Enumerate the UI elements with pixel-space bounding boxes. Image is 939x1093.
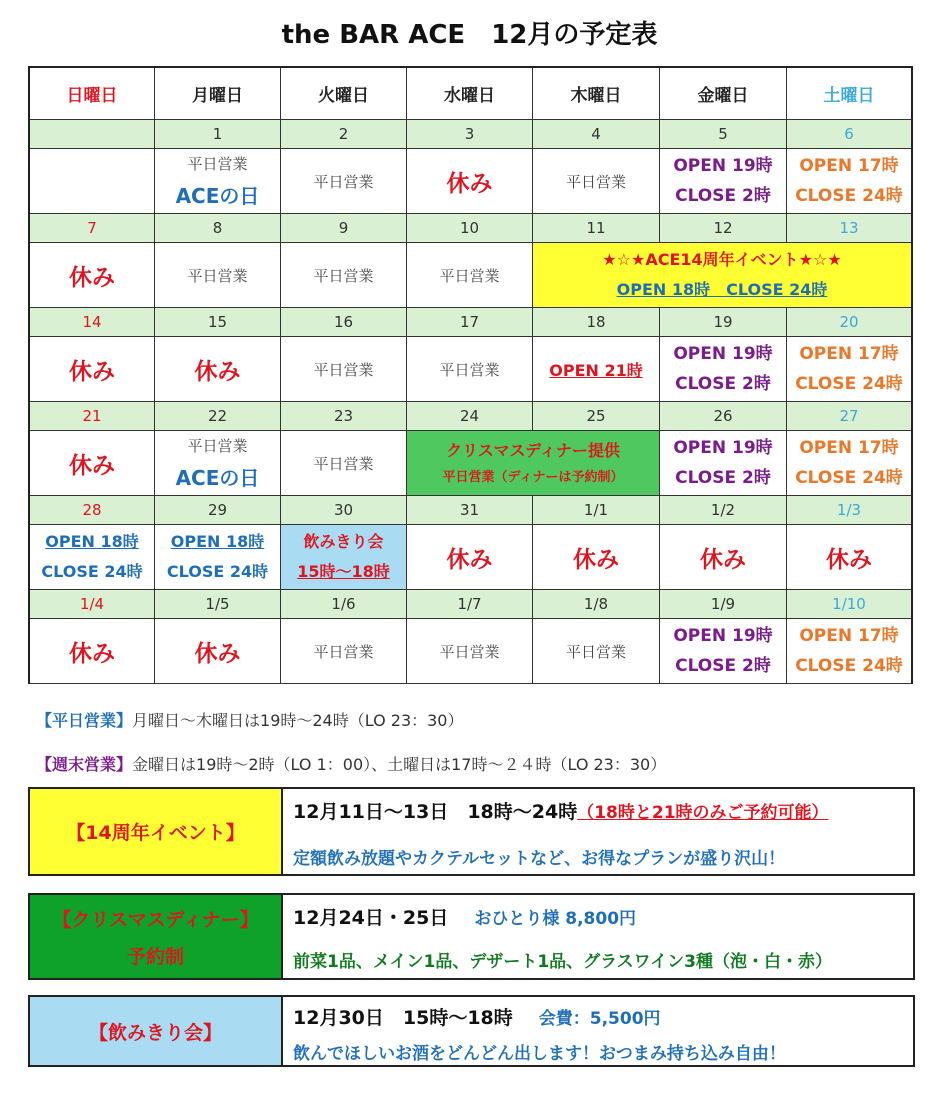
weekday-header: 月曜日 — [155, 68, 281, 120]
date-number: 24 — [407, 402, 533, 431]
date-number: 23 — [281, 402, 407, 431]
weekday-hours-note — [36, 708, 463, 731]
weekday-header: 火曜日 — [281, 68, 407, 120]
closed-day-label: 休み — [446, 546, 493, 573]
date-number: 1/2 — [660, 496, 787, 525]
open-time: OPEN 19時 — [673, 156, 773, 176]
day-cell — [30, 337, 155, 402]
day-cell — [30, 149, 155, 214]
open-time: OPEN 17時 — [799, 344, 899, 364]
date-number: 1 — [155, 120, 281, 149]
christmas-info-box — [28, 893, 915, 980]
anniversary-reservation-note: （18時と21時のみご予約可能） — [577, 803, 829, 823]
close-time: CLOSE 2時 — [675, 468, 771, 488]
date-number: 13 — [787, 214, 911, 243]
date-number: 12 — [660, 214, 787, 243]
christmas-dinner-note: 平日営業（ディナーは予約制） — [442, 470, 624, 485]
closed-day-label: 休み — [194, 640, 241, 667]
party-day-label: 飲みきり会 — [303, 532, 384, 551]
day-cell — [281, 149, 407, 214]
day-cell — [407, 619, 533, 684]
party-label: 【飲みきり会】 — [30, 997, 283, 1065]
date-number: 8 — [155, 214, 281, 243]
weekday-hours-label: 平日営業 — [313, 642, 374, 661]
open-time: OPEN 18時 — [45, 532, 139, 551]
ace-day-label: ACEの日 — [175, 466, 260, 490]
christmas-price: おひとり様 8,800円 — [474, 909, 637, 929]
day-cell — [281, 525, 407, 590]
date-number: 26 — [660, 402, 787, 431]
day-cell — [281, 619, 407, 684]
weekday-hours-label: 平日営業 — [439, 642, 500, 661]
closed-day-label: 休み — [826, 546, 872, 573]
date-number: 29 — [155, 496, 281, 525]
ace-day-label: ACEの日 — [175, 184, 260, 208]
day-cell — [533, 149, 660, 214]
day-cell — [660, 525, 787, 590]
day-cell — [533, 619, 660, 684]
day-cell — [155, 149, 281, 214]
date-number: 3 — [407, 120, 533, 149]
weekday-hours-label: 平日営業 — [565, 642, 626, 661]
close-time: CLOSE 24時 — [41, 562, 143, 581]
date-number: 1/9 — [660, 590, 787, 619]
date-number: 4 — [533, 120, 660, 149]
weekday-hours-label: 平日営業 — [187, 266, 248, 285]
date-number: 27 — [787, 402, 911, 431]
closed-day-label: 休み — [700, 546, 746, 573]
christmas-label — [30, 895, 283, 978]
date-number: 1/8 — [533, 590, 660, 619]
day-cell — [533, 525, 660, 590]
open-time: OPEN 17時 — [799, 438, 899, 458]
weekday-header: 土曜日 — [787, 68, 911, 120]
day-cell — [155, 431, 281, 496]
christmas-date: 12月24日・25日 — [293, 907, 449, 929]
weekday-header: 水曜日 — [407, 68, 533, 120]
date-number: 30 — [281, 496, 407, 525]
weekday-hours-label: 平日営業 — [439, 266, 500, 285]
date-number: 15 — [155, 308, 281, 337]
date-number: 18 — [533, 308, 660, 337]
date-number: 1/10 — [787, 590, 911, 619]
date-number: 11 — [533, 214, 660, 243]
weekday-header: 木曜日 — [533, 68, 660, 120]
date-number: 25 — [533, 402, 660, 431]
close-time: CLOSE 24時 — [795, 656, 903, 676]
close-time: CLOSE 24時 — [795, 186, 903, 206]
event-hours: OPEN 18時 CLOSE 24時 — [616, 280, 828, 299]
day-cell — [787, 431, 911, 496]
open-time: OPEN 17時 — [799, 156, 899, 176]
day-cell — [30, 619, 155, 684]
day-cell — [407, 525, 533, 590]
weekday-hours-label: 平日営業 — [313, 454, 374, 473]
party-date-line — [293, 1003, 661, 1030]
closed-day-label: 休み — [446, 170, 493, 197]
weekday-hours-label: 平日営業 — [187, 155, 248, 173]
day-cell — [787, 525, 911, 590]
christmas-dinner-banner — [407, 431, 660, 496]
date-number: 16 — [281, 308, 407, 337]
weekday-hours-label: 【平日営業】 — [36, 711, 133, 730]
day-cell — [660, 431, 787, 496]
christmas-dinner-title: クリスマスディナー提供 — [446, 441, 620, 460]
party-day-hours: 15時～18時 — [297, 562, 390, 581]
date-number: 1/5 — [155, 590, 281, 619]
weekday-header: 日曜日 — [30, 68, 155, 120]
day-cell — [155, 243, 281, 308]
special-open-time: OPEN 21時 — [549, 360, 643, 380]
date-number: 1/6 — [281, 590, 407, 619]
weekend-hours-note — [36, 752, 666, 775]
close-time: CLOSE 2時 — [675, 656, 771, 676]
date-number: 10 — [407, 214, 533, 243]
party-info-box — [28, 995, 915, 1067]
anniversary-description: 定額飲み放題やカクテルセットなど、お得なプランが盛り沢山！ — [293, 849, 786, 869]
day-cell — [30, 525, 155, 590]
date-number: 5 — [660, 120, 787, 149]
weekday-hours-label: 平日営業 — [439, 360, 500, 379]
day-cell — [281, 431, 407, 496]
day-cell — [281, 243, 407, 308]
day-cell — [155, 337, 281, 402]
date-number: 21 — [30, 402, 155, 431]
day-cell — [30, 243, 155, 308]
date-number: 22 — [155, 402, 281, 431]
weekday-hours-label: 平日営業 — [187, 437, 248, 455]
date-number: 1/4 — [30, 590, 155, 619]
date-number: 20 — [787, 308, 911, 337]
closed-day-label: 休み — [194, 358, 241, 385]
closed-day-label: 休み — [69, 452, 115, 479]
weekday-header: 金曜日 — [660, 68, 787, 120]
day-cell — [30, 431, 155, 496]
day-cell — [660, 149, 787, 214]
party-fee: 会費：5,500円 — [538, 1009, 661, 1029]
day-cell — [787, 337, 911, 402]
day-cell — [660, 337, 787, 402]
day-cell — [787, 619, 911, 684]
closed-day-label: 休み — [69, 640, 115, 667]
day-cell — [155, 525, 281, 590]
date-number: 6 — [787, 120, 911, 149]
closed-day-label: 休み — [573, 546, 619, 573]
date-number: 7 — [30, 214, 155, 243]
date-number: 14 — [30, 308, 155, 337]
day-cell — [407, 337, 533, 402]
closed-day-label: 休み — [69, 264, 115, 291]
day-cell — [660, 619, 787, 684]
close-time: CLOSE 2時 — [675, 374, 771, 394]
closed-day-label: 休み — [69, 358, 115, 385]
close-time: CLOSE 24時 — [166, 562, 269, 581]
day-cell — [407, 243, 533, 308]
page-title: the BAR ACE 12月の予定表 — [281, 20, 658, 50]
date-number: 17 — [407, 308, 533, 337]
party-description: 飲んでほしいお酒をどんどん出します！おつまみ持ち込み自由！ — [293, 1044, 786, 1064]
date-number: 9 — [281, 214, 407, 243]
date-number: 1/1 — [533, 496, 660, 525]
party-date: 12月30日 15時～18時 — [293, 1007, 513, 1029]
weekday-hours-label: 平日営業 — [313, 360, 374, 379]
open-time: OPEN 19時 — [673, 344, 773, 364]
christmas-date-line — [293, 903, 636, 930]
christmas-menu: 前菜1品、メイン1品、デザート1品、グラスワイン3種（泡・白・赤） — [293, 952, 832, 972]
anniversary-info-box — [28, 787, 915, 876]
anniversary-label: 【14周年イベント】 — [30, 789, 283, 874]
anniversary-event-banner — [533, 243, 911, 308]
date-number: 2 — [281, 120, 407, 149]
anniversary-date-line — [293, 797, 829, 824]
day-cell — [281, 337, 407, 402]
weekday-hours-text: 月曜日～木曜日は19時～24時（LO 23：30） — [132, 711, 464, 730]
date-number: 1/7 — [407, 590, 533, 619]
close-time: CLOSE 24時 — [795, 468, 903, 488]
christmas-label-title: 【クリスマスディナー】 — [52, 908, 259, 931]
open-time: OPEN 19時 — [673, 438, 773, 458]
christmas-label-reservation: 予約制 — [126, 945, 184, 968]
weekday-hours-label: 平日営業 — [565, 172, 626, 191]
date-number: 31 — [407, 496, 533, 525]
date-number: 28 — [30, 496, 155, 525]
close-time: CLOSE 2時 — [675, 186, 771, 206]
open-time: OPEN 19時 — [673, 626, 773, 646]
day-cell — [155, 619, 281, 684]
open-time: OPEN 17時 — [799, 626, 899, 646]
calendar — [28, 66, 913, 684]
weekend-hours-text: 金曜日は19時～2時（LO 1：00）、土曜日は17時～２４時（LO 23：30） — [132, 755, 667, 774]
day-cell — [533, 337, 660, 402]
anniversary-date: 12月11日～13日 18時～24時 — [293, 801, 578, 823]
open-time: OPEN 18時 — [170, 532, 265, 551]
weekday-hours-label: 平日営業 — [313, 172, 374, 191]
weekday-hours-label: 平日営業 — [313, 266, 374, 285]
date-number — [30, 120, 155, 149]
date-number: 1/3 — [787, 496, 911, 525]
day-cell — [787, 149, 911, 214]
day-cell — [407, 149, 533, 214]
close-time: CLOSE 24時 — [795, 374, 903, 394]
date-number: 19 — [660, 308, 787, 337]
event-title: ★☆★ACE14周年イベント★☆★ — [602, 250, 842, 269]
weekend-hours-label: 【週末営業】 — [36, 755, 133, 774]
